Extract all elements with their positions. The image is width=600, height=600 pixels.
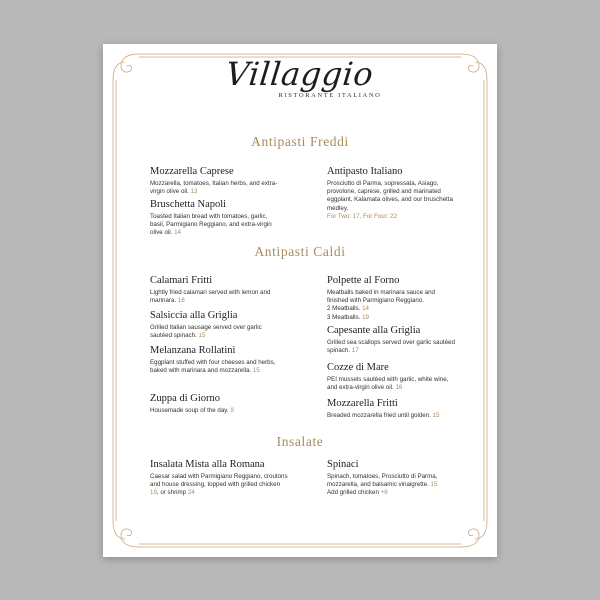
menu-item xyxy=(327,459,455,498)
item-price: 9 xyxy=(230,406,234,414)
item-name: Cozze di Mare xyxy=(327,362,389,373)
item-description: PEI mussels sautéed with garlic, white wine, and extra-virgin olive oil. 16 xyxy=(327,375,449,391)
item-description: Caesar salad with Parmigiano Reggiano, croutons and house dressing, topped with grilled chicken 19, or shrimp 24 xyxy=(150,472,288,497)
item-name: Calamari Fritti xyxy=(150,275,213,286)
item-name: Melanzana Rollatini xyxy=(150,345,236,356)
item-price: 15 xyxy=(252,366,260,374)
item-price: 16 xyxy=(395,383,403,391)
menu-item xyxy=(150,393,278,415)
item-description: Grilled Italian sausage served over garlic sautéed spinach. 15 xyxy=(150,323,262,339)
item-price: 13 xyxy=(190,187,198,195)
menu-item xyxy=(327,362,455,392)
item-name: Insalata Mista alla Romana xyxy=(150,459,265,470)
menu-item xyxy=(327,275,455,322)
item-price: 19 xyxy=(362,313,369,321)
item-description: Toasted Italian bread with tomatoes, garlic, basil, Parmigiano Reggiano, and extra-virgin olive oil. 14 xyxy=(150,212,272,237)
item-name: Mozzarella Fritti xyxy=(327,398,398,409)
item-name: Capesante alla Griglia xyxy=(327,325,421,336)
section-title-insalate: Insalate xyxy=(276,434,324,449)
item-description: Breaded mozzarella fried until golden. 15 xyxy=(327,411,440,419)
item-price: +6 xyxy=(380,489,388,497)
item-name: Bruschetta Napoli xyxy=(150,199,227,210)
menu-item xyxy=(327,166,455,221)
item-description: Meatballs baked in marinara sauce and finished with Parmigiano Reggiano. 2 Meatballs. 14 3 Meatballs. 19 xyxy=(327,288,436,321)
menu-page xyxy=(103,44,497,557)
menu-item xyxy=(327,325,455,355)
section-title-antipasti-caldi: Antipasti Caldi xyxy=(254,244,346,259)
item-description: Grilled sea scallops served over garlic sautéed spinach. 17 xyxy=(327,338,455,354)
item-name: Zuppa di Giorno xyxy=(150,393,220,404)
menu-item xyxy=(150,275,278,305)
section-title-antipasti-freddi: Antipasti Freddi xyxy=(251,134,349,149)
item-description: Eggplant stuffed with four cheeses and herbs, baked with marinara and mozzarella. 15 xyxy=(150,358,276,374)
item-price: 15 xyxy=(432,411,440,419)
item-name: Polpette al Forno xyxy=(327,275,400,286)
logo-subtitle: RISTORANTE ITALIANO xyxy=(278,92,382,99)
item-description: Spinach, tomatoes, Prosciutto di Parma, mozzarella, and balsamic vinaigrette. 15 Add grilled chicken +6 xyxy=(327,472,438,497)
item-name: Mozzarella Caprese xyxy=(150,166,234,177)
item-price: 15 xyxy=(198,331,206,339)
menu-item xyxy=(327,398,455,420)
item-description: Lightly fried calamari served with lemon and marinara. 16 xyxy=(150,288,271,304)
item-name: Antipasto Italiano xyxy=(327,166,403,177)
item-description: Prosciutto di Parma, sopressata, Asiago, provolone, caprese, grilled and marinated eggplant, Kalamata olives, and our bruschetta medley. For Two: 17, For Four: 22 xyxy=(327,179,453,220)
menu-item xyxy=(150,310,278,340)
item-name: Salsiccia alla Griglia xyxy=(150,310,238,321)
menu-item xyxy=(150,345,278,375)
item-price: For Two: 17, For Four: 22 xyxy=(327,212,398,220)
item-price: 16 xyxy=(177,296,185,304)
item-description: Mozzarella, tomatoes, Italian herbs, and extra-virgin olive oil. 13 xyxy=(150,179,278,195)
item-price: 24 xyxy=(187,489,195,497)
item-price: 19 xyxy=(150,489,157,497)
item-description: Housemade soup of the day. 9 xyxy=(150,406,234,414)
logo-name: Villaggio xyxy=(224,55,376,93)
menu-item xyxy=(150,199,278,238)
item-price: 17 xyxy=(351,346,359,354)
restaurant-logo xyxy=(103,55,497,99)
menu-item xyxy=(150,459,290,498)
item-price: 14 xyxy=(362,305,369,313)
menu-item xyxy=(150,166,278,196)
item-price: 15 xyxy=(430,480,438,488)
item-price: 14 xyxy=(174,229,181,237)
item-name: Spinaci xyxy=(327,459,359,470)
